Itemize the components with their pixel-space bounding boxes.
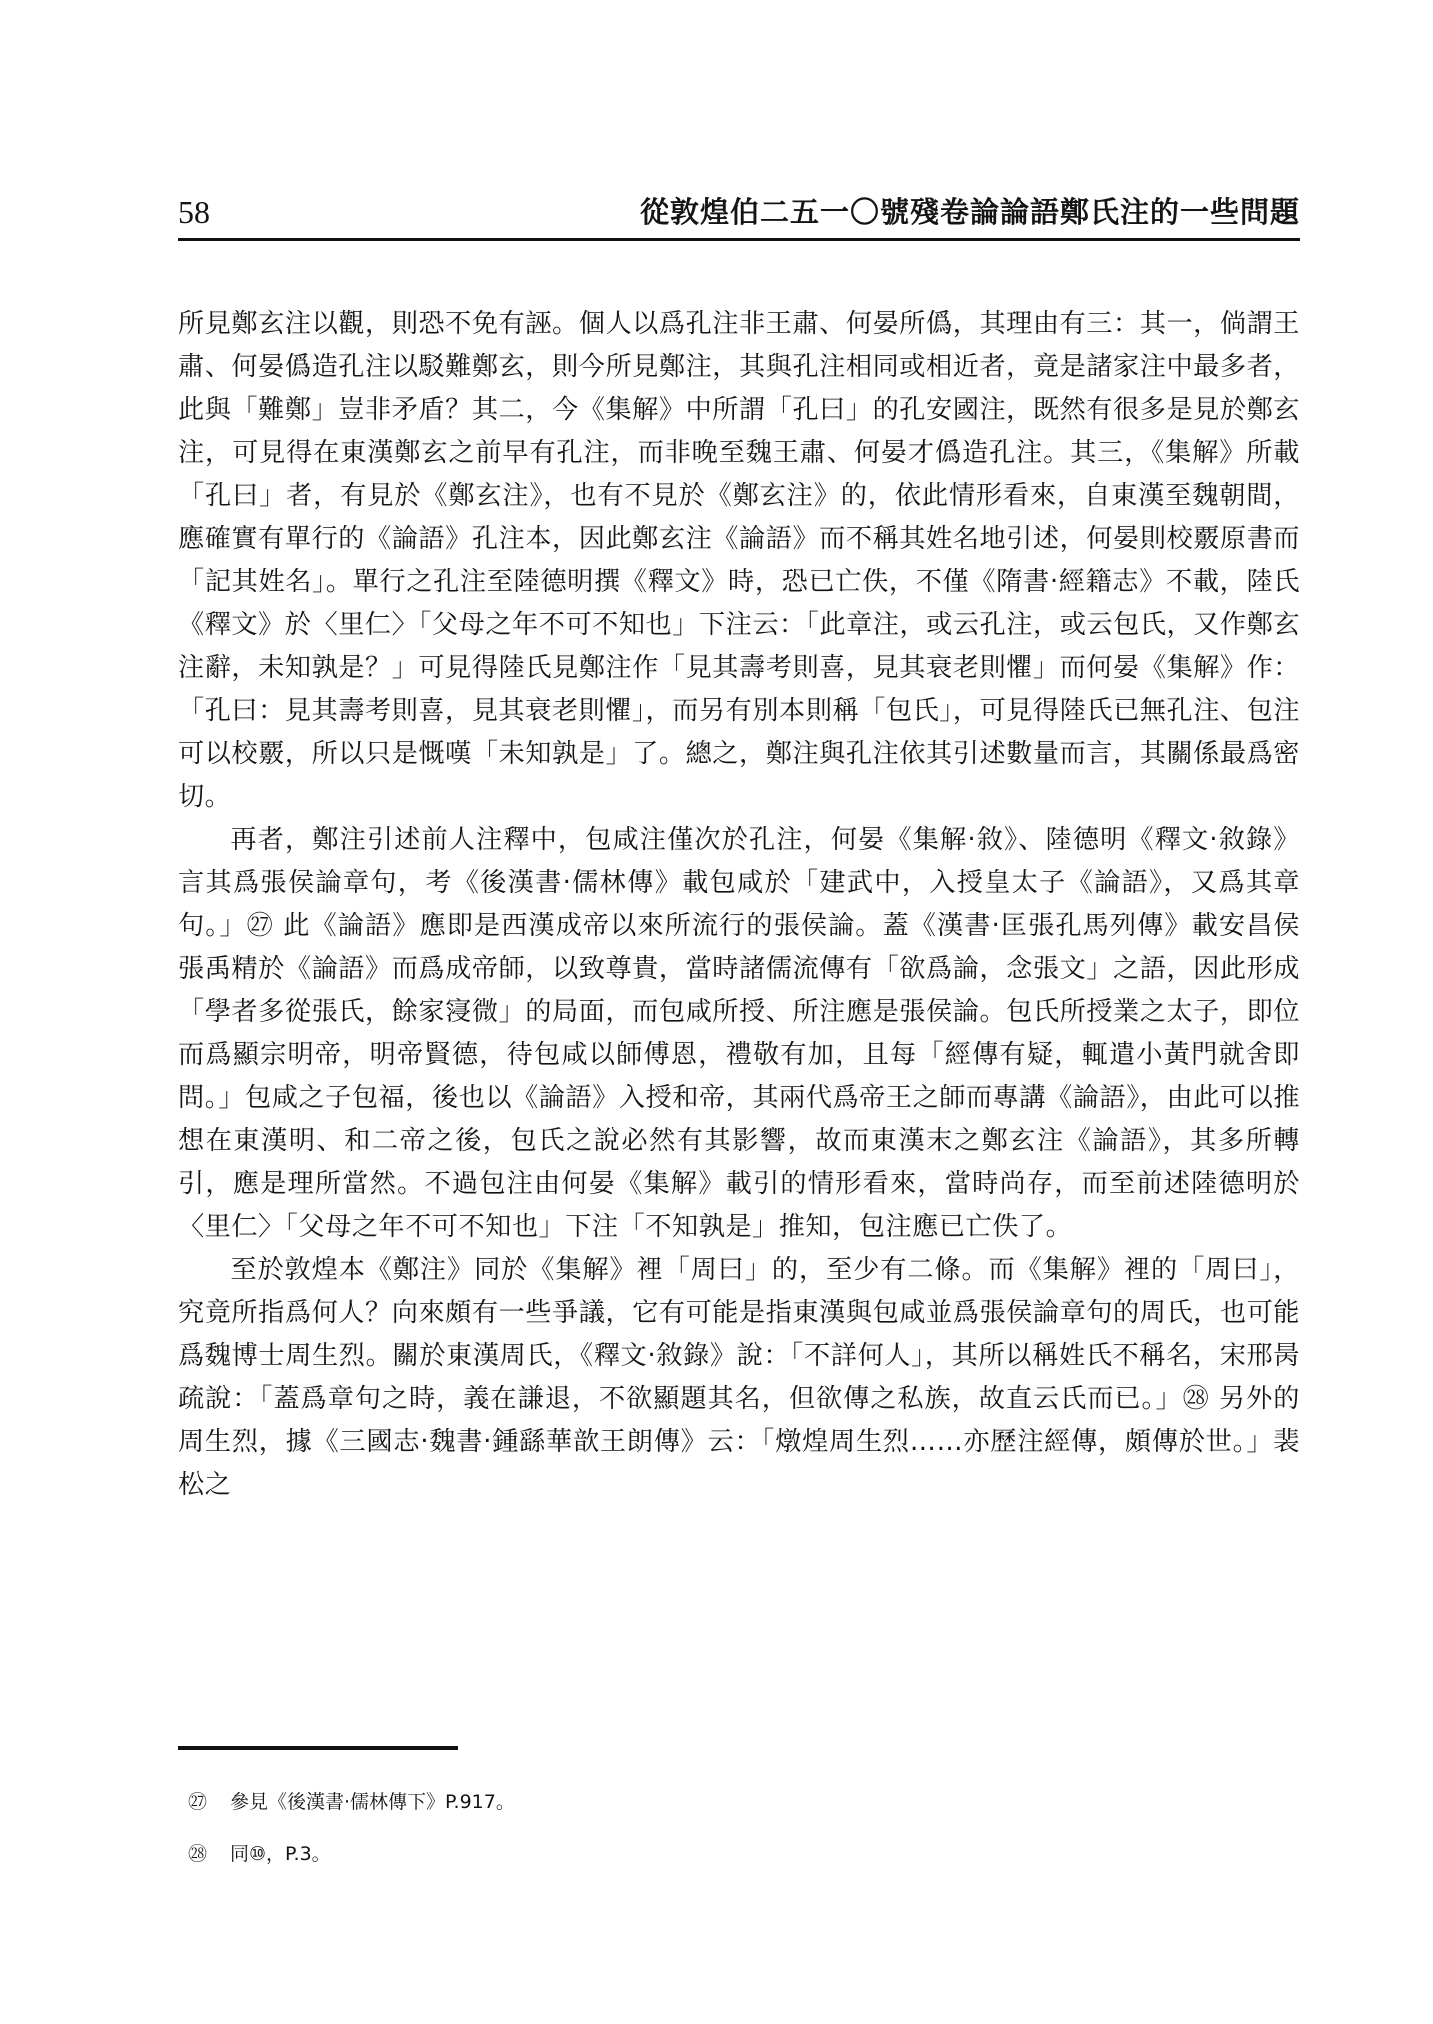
page-number: 58 bbox=[178, 194, 210, 230]
footnote-27 bbox=[188, 1790, 1288, 1814]
body-text bbox=[178, 303, 1300, 1507]
page-header bbox=[178, 180, 1300, 241]
paragraph-2: 再者，鄭注引述前人注釋中，包咸注僅次於孔注，何晏《集解‧敘》、陸德明《釋文‧敘錄》言其爲張侯論章句，考《後漢書‧儒林傳》載包咸於「建武中，入授皇太子《論語》，又爲其章句。」㉗ 此《論語》應即是西漢成帝以來所流行的張侯論。蓋《漢書‧匡張孔馬列傳》載安昌侯張禹精於《論語》而爲成帝師，以致尊貴，當時諸儒流傳有「欲爲論，念張文」之語，因此形成「學者多從張氏，餘家寖微」的局面，而包咸所授、所注應是張侯論。包氏所授業之太子，即位而爲顯宗明帝，明帝賢德，待包咸以師傅恩，禮敬有加，且每「經傳有疑，輒遣小黃門就舍即問。」包咸之子包福，後也以《論語》入授和帝，其兩代爲帝王之師而專講《論語》，由此可以推想在東漢明、和二帝之後，包氏之說必然有其影響，故而東漢末之鄭玄注《論語》，其多所轉引，應是理所當然。不過包注由何晏《集解》載引的情形看來，當時尚存，而至前述陸德明於〈里仁〉「父母之年不可不知也」下注「不知孰是」推知，包注應已亡佚了。 bbox=[178, 825, 1300, 1242]
footnote-text: 參見《後漢書‧儒林傳下》P.917。 bbox=[230, 1791, 515, 1813]
footnote-28 bbox=[188, 1842, 1288, 1866]
paragraph-1: 所見鄭玄注以觀，則恐不免有誣。個人以爲孔注非王肅、何晏所僞，其理由有三：其一，倘謂王肅、何晏僞造孔注以駁難鄭玄，則今所見鄭注，其與孔注相同或相近者，竟是諸家注中最多者，此與「難鄭」豈非矛盾？其二，今《集解》中所謂「孔曰」的孔安國注，既然有很多是見於鄭玄注，可見得在東漢鄭玄之前早有孔注，而非晚至魏王肅、何晏才僞造孔注。其三，《集解》所載「孔曰」者，有見於《鄭玄注》，也有不見於《鄭玄注》的，依此情形看來，自東漢至魏朝間，應確實有單行的《論語》孔注本，因此鄭玄注《論語》而不稱其姓名地引述，何晏則校覈原書而「記其姓名」。單行之孔注至陸德明撰《釋文》時，恐已亡佚，不僅《隋書‧經籍志》不載，陸氏《釋文》於〈里仁〉「父母之年不可不知也」下注云：「此章注，或云孔注，或云包氏，又作鄭玄注辭，未知孰是？」可見得陸氏見鄭注作「見其壽考則喜，見其衰老則懼」而何晏《集解》作：「孔曰：見其壽考則喜，見其衰老則懼」，而另有別本則稱「包氏」，可見得陸氏已無孔注、包注可以校覈，所以只是慨嘆「未知孰是」了。總之，鄭注與孔注依其引述數量而言，其關係最爲密切。 bbox=[178, 309, 1300, 812]
footnote-text: 同⑩，P.3。 bbox=[230, 1843, 331, 1865]
footnote-marker: ㉗ bbox=[188, 1791, 208, 1813]
running-title: 從敦煌伯二五一〇號殘卷論論語鄭氏注的一些問題 bbox=[639, 195, 1300, 229]
footnote-marker: ㉘ bbox=[188, 1843, 208, 1865]
paragraph-3: 至於敦煌本《鄭注》同於《集解》裡「周曰」的，至少有二條。而《集解》裡的「周曰」，究竟所指爲何人？向來頗有一些爭議，它有可能是指東漢與包咸並爲張侯論章句的周氏，也可能爲魏博士周生烈。關於東漢周氏，《釋文‧敘錄》說：「不詳何人」，其所以稱姓氏不稱名，宋邢昺疏說：「蓋爲章句之時，義在謙退，不欲顯題其名，但欲傳之私族，故直云氏而已。」㉘ 另外的周生烈，據《三國志‧魏書‧鍾繇華歆王朗傳》云：「燉煌周生烈……亦歷注經傳，頗傳於世。」裴松之 bbox=[178, 1255, 1300, 1500]
footnotes bbox=[188, 1790, 1288, 1894]
footnote-divider bbox=[178, 1746, 458, 1750]
